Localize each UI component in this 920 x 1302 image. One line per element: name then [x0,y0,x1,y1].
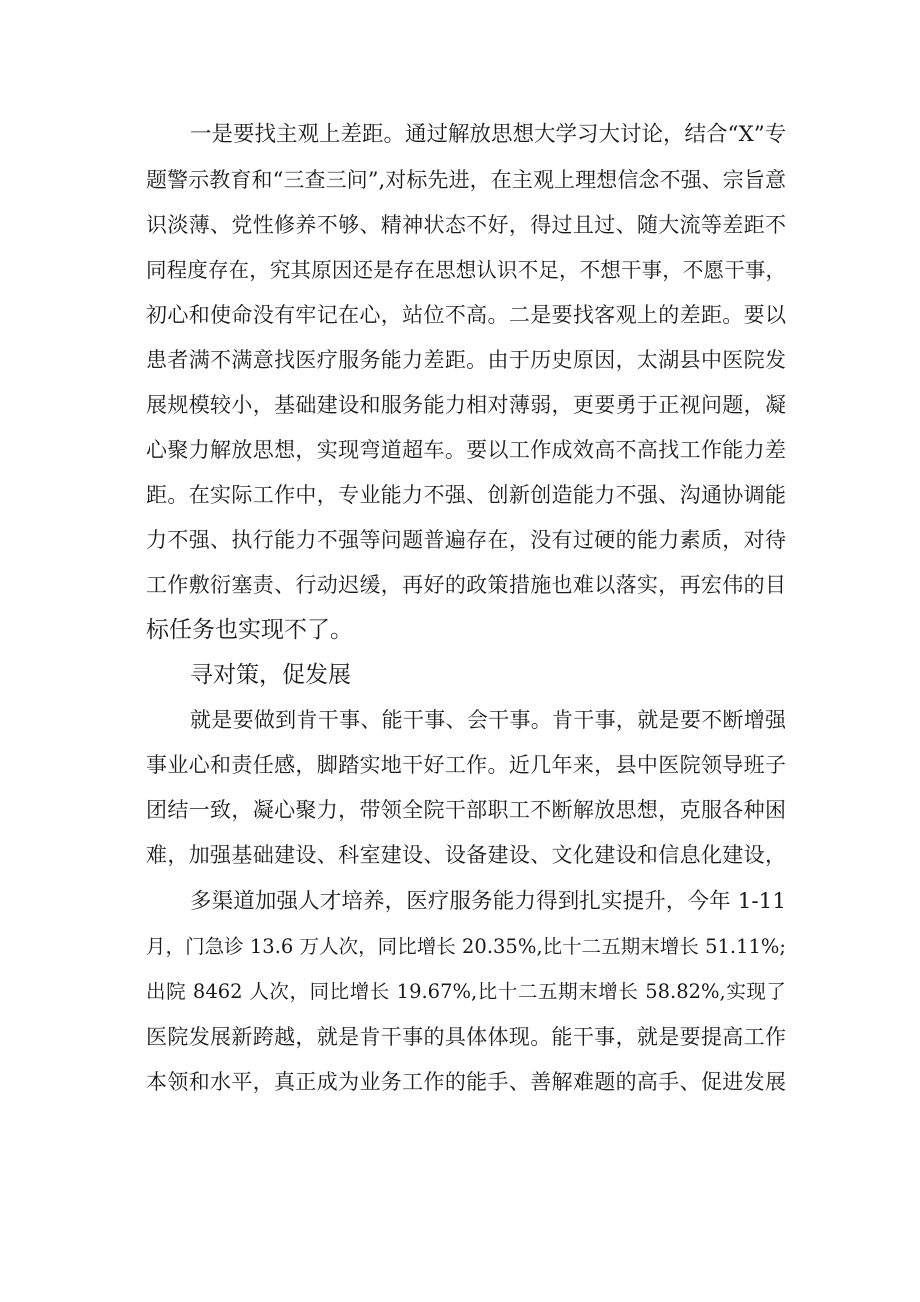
paragraph3-line-3: 出院 8462 人次，同比增长 19.67%,比十二五期末增长 58.82%,实现了 [146,980,786,1003]
paragraph2-line-1: 就是要做到肯干事、能干事、会干事。肯干事，就是要不断增强 [190,708,786,732]
paragraph2-line-3: 团结一致，凝心聚力，带领全院干部职工不断解放思想，克服各种困 [146,798,786,822]
paragraph3-line-2: 月，门急诊 13.6 万人次，同比增长 20.35%,比十二五期末增长 51.11%; [146,935,786,958]
section-heading: 寻对策，促发展 [190,662,351,688]
paragraph2-line-4: 难，加强基础建设、科室建设、设备建设、文化建设和信息化建设， [146,843,786,867]
paragraph1-line-5: 初心和使命没有牢记在心，站位不高。二是要找客观上的差距。要以 [146,303,786,327]
paragraph3-line-5: 本领和水平，真正成为业务工作的能手、善解难题的高手、促进发展 [146,1070,786,1094]
paragraph3-line-4: 医院发展新跨越，就是肯干事的具体体现。能干事，就是要提高工作 [146,1025,786,1049]
paragraph2-line-2: 事业心和责任感，脚踏实地干好工作。近几年来，县中医院领导班子 [146,753,786,777]
paragraph1-line-8: 心聚力解放思想，实现弯道超车。要以工作成效高不高找工作能力差 [146,438,786,462]
paragraph1-line-12: 标任务也实现不了。 [146,617,353,643]
paragraph1-line-10: 力不强、执行能力不强等问题普遍存在，没有过硬的能力素质，对待 [146,528,786,552]
paragraph1-line-4: 同程度存在，究其原因还是存在思想认识不足，不想干事，不愿干事， [146,258,786,282]
paragraph3-line-1: 多渠道加强人才培养，医疗服务能力得到扎实提升，今年 1-11 [190,889,786,914]
paragraph1-line-7: 展规模较小，基础建设和服务能力相对薄弱，更要勇于正视问题，凝 [146,393,786,417]
paragraph1-line-6: 患者满不满意找医疗服务能力差距。由于历史原因，太湖县中医院发 [146,348,786,372]
paragraph1-line-9: 距。在实际工作中，专业能力不强、创新创造能力不强、沟通协调能 [146,483,786,507]
paragraph1-line-11: 工作敷衍塞责、行动迟缓，再好的政策措施也难以落实，再宏伟的目 [146,573,786,597]
paragraph1-line-1: 一是要找主观上差距。通过解放思想大学习大讨论，结合“X”专 [190,122,787,147]
paragraph1-line-2: 题警示教育和“三查三问”,对标先进，在主观上理想信念不强、宗旨意 [146,168,786,192]
paragraph1-line-3: 识淡薄、党性修养不够、精神状态不好，得过且过、随大流等差距不 [146,213,786,237]
